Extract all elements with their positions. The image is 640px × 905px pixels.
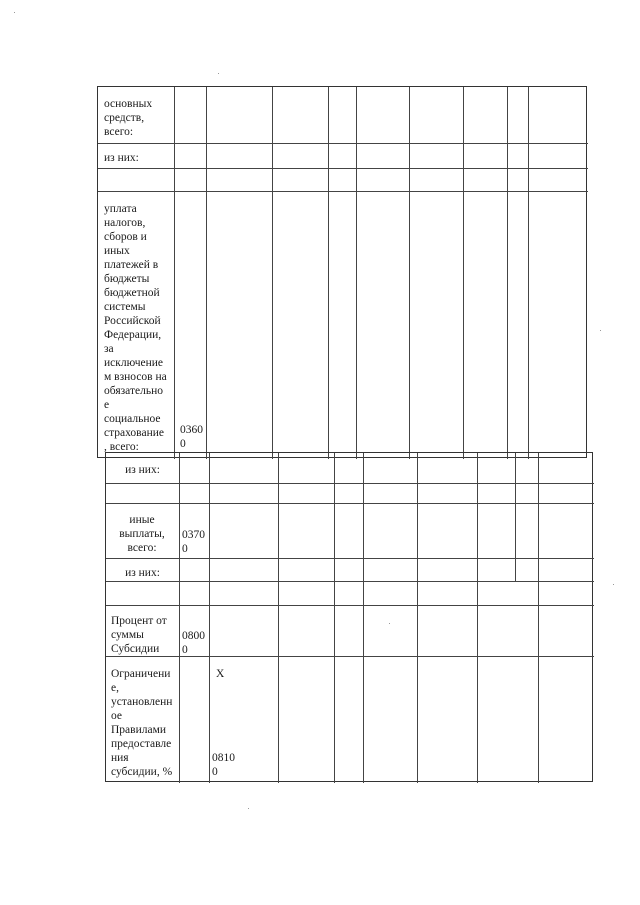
scan-speck (613, 584, 614, 585)
scan-speck (14, 12, 15, 13)
table-upper (97, 86, 587, 458)
row-code-percent: 0800 0 (182, 630, 205, 656)
row-label-percent: Процент от суммы Субсидии (111, 615, 167, 655)
row-code-other-payments: 0370 0 (182, 529, 205, 555)
row-label-of-them: из них: (125, 464, 160, 476)
row-label-other-payments: иные выплаты, всего: (119, 514, 165, 554)
row-mark-limit: X (216, 668, 225, 680)
row-label-taxes: уплата налогов, сборов и иных платежей в бюджеты бюджетной системы Российской Федерации, за исключение м взносов на обязательно е социальное страхование , всего: (104, 203, 167, 453)
row-code-limit: 0810 0 (212, 752, 235, 778)
row-code-taxes: 0360 0 (180, 424, 203, 450)
scan-speck (218, 73, 219, 74)
scan-speck (248, 808, 249, 809)
scan-speck (600, 330, 601, 331)
row-label-of-them: из них: (125, 567, 160, 579)
row-label-of-them: из них: (104, 152, 139, 164)
row-label-fixed-assets: основных средств, всего: (104, 98, 153, 138)
table-lower (105, 452, 593, 782)
row-label-limit: Ограничени е, установленн ое Правилами предоставле ния субсидии, % (111, 668, 173, 778)
scan-speck (389, 623, 390, 624)
